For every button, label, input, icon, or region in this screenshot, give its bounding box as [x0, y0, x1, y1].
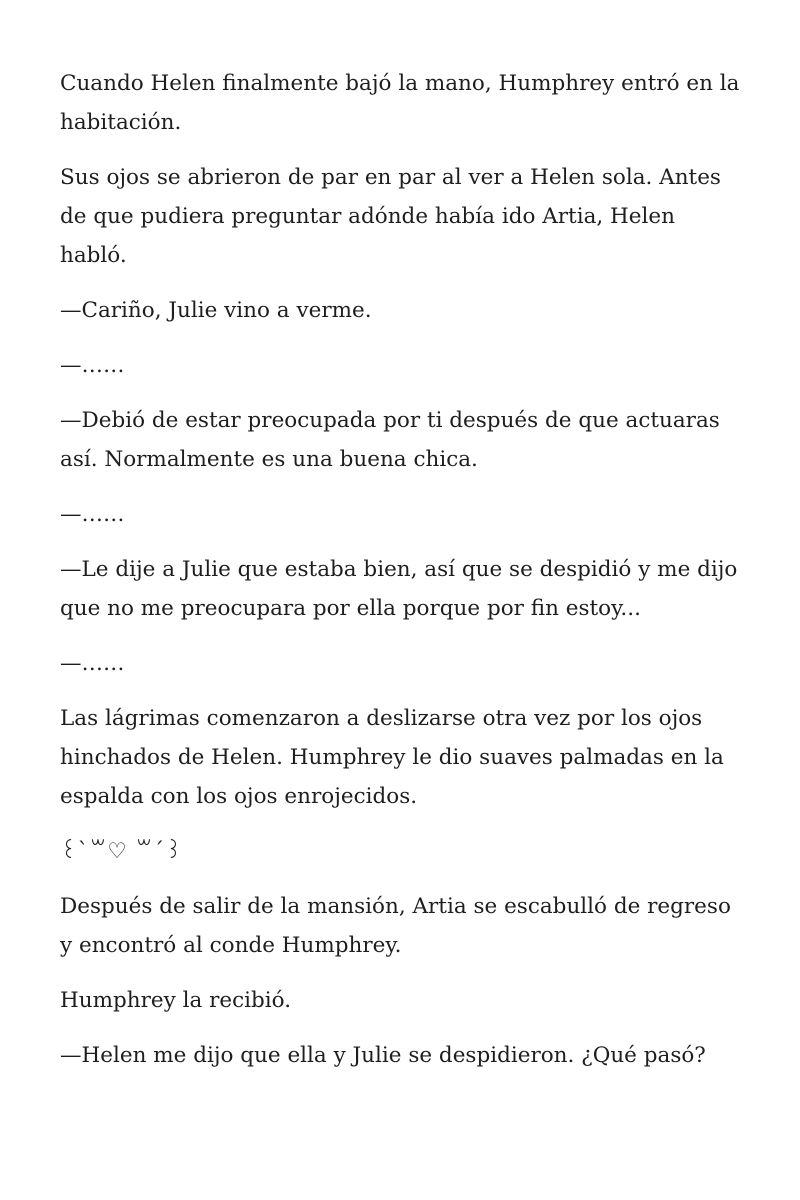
dialogue-line: —…… — [60, 502, 125, 527]
scene-divider: ꒰`꒳♡ ꒳´꒱ — [60, 839, 183, 864]
dialogue-line: —Le dije a Julie que estaba bien, así que se despidió y me dijo que no me preocupara por ella porque por fin estoy... — [60, 557, 738, 621]
dialogue-line: —Debió de estar preocupada por ti después de que actuaras así. Normalmente es una buena chica. — [60, 408, 720, 472]
paragraph: Humphrey la recibió. — [60, 988, 292, 1013]
paragraph: Cuando Helen finalmente bajó la mano, Humphrey entró en la habitación. — [60, 71, 740, 135]
paragraph: Las lágrimas comenzaron a deslizarse otra vez por los ojos hinchados de Helen. Humphrey le dio suaves palmadas en la espalda con los ojos enrojecidos. — [60, 706, 724, 809]
paragraph: Después de salir de la mansión, Artia se escabulló de regreso y encontró al conde Humphrey. — [60, 894, 731, 958]
dialogue-line: —Helen me dijo que ella y Julie se despidieron. ¿Qué pasó? — [60, 1043, 706, 1068]
paragraph: Sus ojos se abrieron de par en par al ver a Helen sola. Antes de que pudiera preguntar adónde había ido Artia, Helen habló. — [60, 165, 721, 268]
dialogue-line: —…… — [60, 353, 125, 378]
dialogue-line: —Cariño, Julie vino a verme. — [60, 298, 372, 323]
dialogue-line: —…… — [60, 651, 125, 676]
